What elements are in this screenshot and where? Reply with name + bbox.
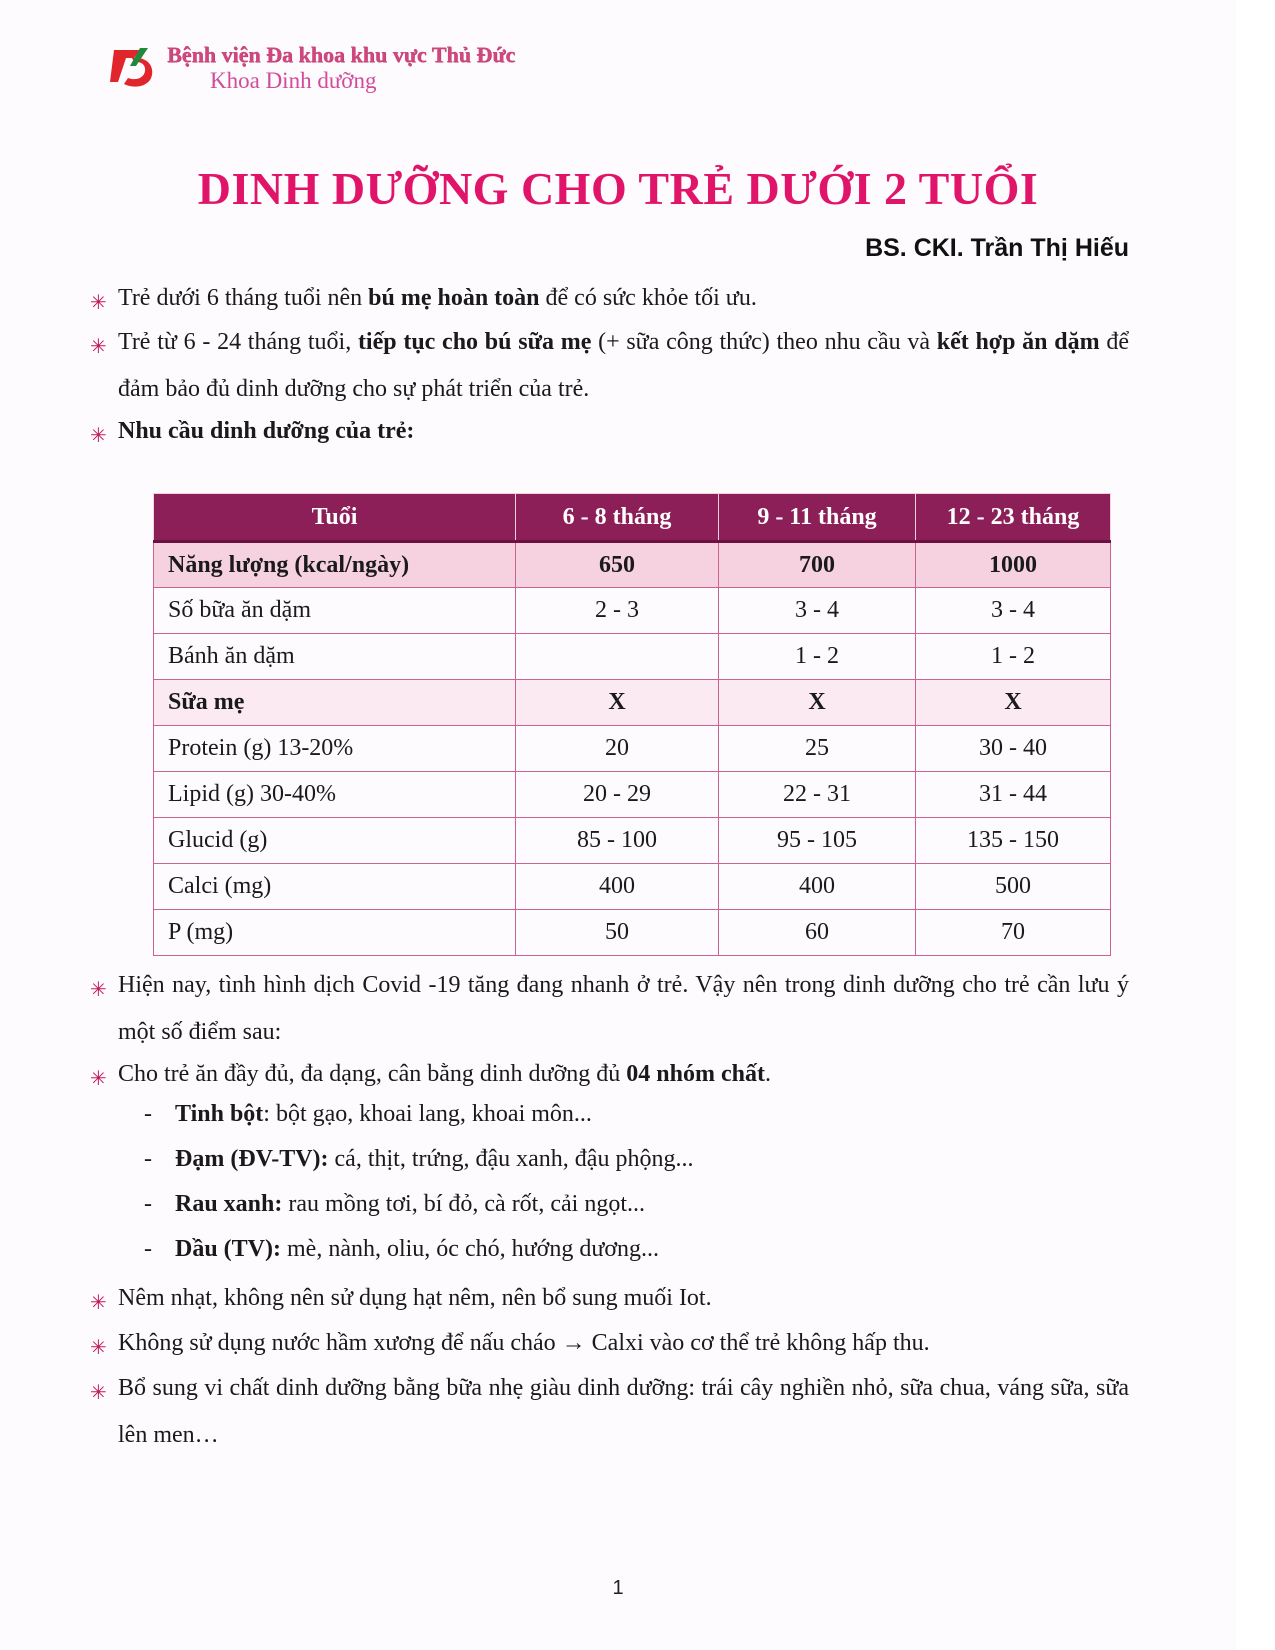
value-cell: 25 — [719, 726, 916, 772]
asterisk-bullet-icon: ✳ — [90, 292, 107, 314]
bold-text: 04 nhóm chất — [626, 1061, 765, 1087]
value-cell: 3 - 4 — [916, 588, 1111, 634]
bold-text: kết hợp ăn dặm — [936, 329, 1100, 355]
table-row — [154, 726, 1111, 772]
food-group-item: Rau xanh: rau mồng tơi, bí đỏ, cà rốt, cải ngọt... — [175, 1191, 645, 1217]
intro-paragraph: Trẻ từ 6 - 24 tháng tuổi, tiếp tục cho bú sữa mẹ (+ sữa công thức) theo nhu cầu và kết hợp ăn dặm để đảm bảo đủ dinh dưỡng cho sự phát triển của trẻ. — [118, 329, 1129, 402]
food-group-name: Dầu (TV): — [175, 1236, 281, 1262]
value-cell: 60 — [719, 910, 916, 956]
value-cell: 1000 — [916, 542, 1111, 588]
table-row — [154, 864, 1111, 910]
value-cell: 20 - 29 — [516, 772, 719, 818]
value-cell: 70 — [916, 910, 1111, 956]
table-row — [154, 910, 1111, 956]
value-cell: 400 — [719, 864, 916, 910]
table-row — [154, 588, 1111, 634]
table-heading — [118, 408, 1129, 455]
dash-marker: - — [144, 1146, 152, 1172]
value-cell — [516, 634, 719, 680]
row-label-cell: Số bữa ăn dặm — [154, 588, 516, 634]
asterisk-bullet-icon: ✳ — [90, 979, 107, 1001]
tip-paragraph: Bổ sung vi chất dinh dưỡng bằng bữa nhẹ giàu dinh dưỡng: trái cây nghiền nhỏ, sữa chua, váng sữa, sữa lên men… — [118, 1375, 1129, 1448]
nutrition-table — [153, 493, 1110, 956]
table-header-row — [154, 494, 1111, 542]
food-group-name: Tinh bột — [175, 1101, 264, 1127]
value-cell: 3 - 4 — [719, 588, 916, 634]
asterisk-bullet-icon: ✳ — [90, 425, 107, 447]
dash-marker: - — [144, 1101, 152, 1127]
row-label-cell: Bánh ăn dặm — [154, 634, 516, 680]
table-row — [154, 634, 1111, 680]
value-cell: X — [516, 680, 719, 726]
bold-text: bú mẹ hoàn toàn — [368, 285, 540, 311]
table-header-cell: 6 - 8 tháng — [516, 494, 719, 542]
value-cell: 30 - 40 — [916, 726, 1111, 772]
table-row — [154, 818, 1111, 864]
value-cell: 85 - 100 — [516, 818, 719, 864]
covid-paragraph: Hiện nay, tình hình dịch Covid -19 tăng đang nhanh ở trẻ. Vậy nên trong dinh dưỡng cho trẻ cần lưu ý một số điểm sau: — [118, 972, 1129, 1045]
hospital-name: Bệnh viện Đa khoa khu vực Thủ Đức — [167, 42, 516, 67]
value-cell: 700 — [719, 542, 916, 588]
dash-marker: - — [144, 1191, 152, 1217]
food-group-item: Dầu (TV): mè, nành, oliu, óc chó, hướng dương... — [175, 1236, 660, 1262]
value-cell: 400 — [516, 864, 719, 910]
food-group-name: Đạm (ĐV-TV): — [175, 1146, 329, 1172]
table-row — [154, 680, 1111, 726]
bold-text: Nhu cầu dinh dưỡng của trẻ: — [118, 418, 415, 444]
value-cell: 31 - 44 — [916, 772, 1111, 818]
asterisk-bullet-icon: ✳ — [90, 1292, 107, 1314]
value-cell: 1 - 2 — [916, 634, 1111, 680]
food-group-item: Tinh bột: bột gạo, khoai lang, khoai môn... — [175, 1101, 592, 1127]
value-cell: 22 - 31 — [719, 772, 916, 818]
value-cell: 135 - 150 — [916, 818, 1111, 864]
asterisk-bullet-icon: ✳ — [90, 336, 107, 358]
document-title: DINH DƯỠNG CHO TRẺ DƯỚI 2 TUỔI — [197, 163, 1039, 214]
row-label-cell: Sữa mẹ — [154, 680, 516, 726]
value-cell: 2 - 3 — [516, 588, 719, 634]
intro-paragraph: Trẻ dưới 6 tháng tuổi nên bú mẹ hoàn toàn để có sức khỏe tối ưu. — [118, 285, 757, 311]
row-label-cell: Glucid (g) — [154, 818, 516, 864]
value-cell: 20 — [516, 726, 719, 772]
value-cell: 95 - 105 — [719, 818, 916, 864]
row-label-cell: P (mg) — [154, 910, 516, 956]
asterisk-bullet-icon: ✳ — [90, 1068, 107, 1090]
value-cell: 650 — [516, 542, 719, 588]
asterisk-bullet-icon: ✳ — [90, 1382, 107, 1404]
page-number: 1 — [612, 1577, 624, 1599]
department-name: Khoa Dinh dưỡng — [210, 68, 377, 93]
row-label-cell: Năng lượng (kcal/ngày) — [154, 542, 516, 588]
td-logo-icon — [110, 44, 156, 90]
asterisk-bullet-icon: ✳ — [90, 1337, 107, 1359]
table-row — [154, 542, 1111, 588]
row-label-cell: Protein (g) 13-20% — [154, 726, 516, 772]
tip-paragraph: Nêm nhạt, không nên sử dụng hạt nêm, nên bổ sung muối Iot. — [118, 1285, 712, 1311]
row-label-cell: Calci (mg) — [154, 864, 516, 910]
tip-paragraph: Không sử dụng nước hầm xương để nấu cháo → Calxi vào cơ thể trẻ không hấp thu. — [118, 1330, 930, 1356]
value-cell: 500 — [916, 864, 1111, 910]
author-name: BS. CKI. Trần Thị Hiếu — [865, 234, 1129, 262]
value-cell: X — [916, 680, 1111, 726]
balanced-paragraph: Cho trẻ ăn đầy đủ, đa dạng, cân bằng dinh dưỡng đủ 04 nhóm chất. — [118, 1061, 771, 1087]
table-header-cell: 12 - 23 tháng — [916, 494, 1111, 542]
table-header-cell: 9 - 11 tháng — [719, 494, 916, 542]
bold-text: tiếp tục cho bú sữa mẹ — [357, 329, 592, 355]
value-cell: 1 - 2 — [719, 634, 916, 680]
food-group-item: Đạm (ĐV-TV): cá, thịt, trứng, đậu xanh, đậu phộng... — [175, 1146, 694, 1172]
value-cell: 50 — [516, 910, 719, 956]
dash-marker: - — [144, 1236, 152, 1262]
food-group-name: Rau xanh: — [175, 1191, 283, 1217]
table-row — [154, 772, 1111, 818]
table-header-cell: Tuổi — [154, 494, 516, 542]
row-label-cell: Lipid (g) 30-40% — [154, 772, 516, 818]
value-cell: X — [719, 680, 916, 726]
